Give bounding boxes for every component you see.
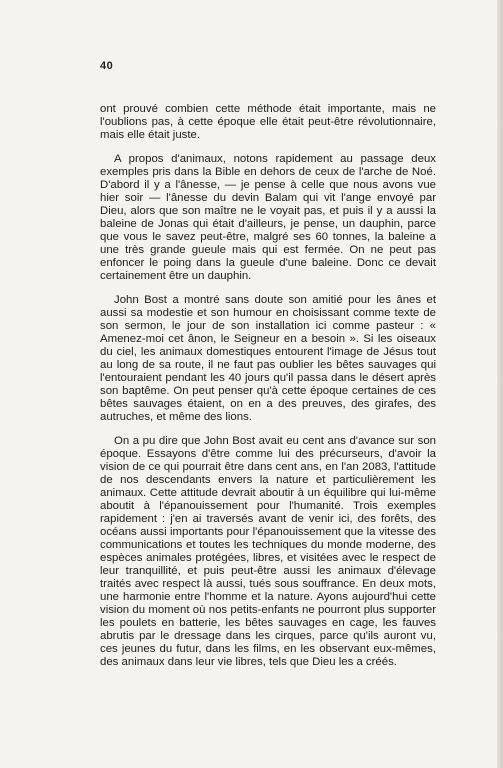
paragraph-1: ont prouvé combien cette méthode était importante, mais ne l'oublions pas, à cette époque elle était peut-être révolutionnaire, mais elle était juste. [100,103,436,142]
paragraph-4: On a pu dire que John Bost avait eu cent ans d'avance sur son époque. Essayons d'être comme lui des précurseurs, d'avoir la vision de ce qui pourrait être dans cent ans, en l'an 2083, l'attitude de nos descendants envers la nature et particulièrement les animaux. Cette attitude devrait aboutir à un équilibre qui lui-même aboutit à l'épanouissement pour l'humanité. Trois exemples rapidement : j'en ai traversés avant de venir ici, des forêts, des océans aussi importants pour l'épanouissement que la vitesse des communications et toutes les techniques du monde moderne, des espèces animales protégées, libres, et visitées avec le respect de leur tranquillité, et puis peut-être aussi les animaux d'élevage traités avec respect là aussi, tués sous souffrance. En deux mots, une harmonie entre l'homme et la nature. Ayons aujourd'hui cette vision du moment où nos petits-enfants ne pourront plus supporter les poulets en batterie, les bêtes sauvages en cage, les fauves abrutis par le dressage dans les cirques, parce qu'ils auront vu, ces jeunes du futur, dans les films, en les observant eux-mêmes, des animaux dans leur vie libres, tels que Dieu les a créés. [100,434,436,669]
paragraph-3: John Bost a montré sans doute son amitié pour les ânes et aussi sa modestie et son humour en choisissant comme texte de son sermon, le jour de son installation ici comme pasteur : « Amenez-moi cet ânon, le Seigneur en a besoin ». Si les oiseaux du ciel, les animaux domestiques entourent l'image de Jésus tout au long de sa route, il ne faut pas oublier les bêtes sauvages qui l'entouraient pendant les 40 jours qu'il passa dans le désert après son baptême. On peut penser qu'à cette époque certaines de ces bêtes sauvages étaient, on en a des preuves, des girafes, des autruches, et même des lions. [100,293,436,424]
page-number: 40 [100,60,114,72]
page-edge [497,0,503,768]
paragraph-2: A propos d'animaux, notons rapidement au passage deux exemples pris dans la Bible en dehors de ceux de l'arche de Noé. D'abord il y a l'ânesse, — je pense à celle que nous avons vue hier soir — l'ânesse du devin Balam qui vit l'ange envoyé par Dieu, alors que son maître ne le voyait pas, et puis il y a aussi la baleine de Jonas qui était d'ailleurs, je pense, un dauphin, parce que vous le savez peut-être, malgré ses 60 tonnes, la baleine a une très grande gueule mais qui est fermée. On ne peut pas enfoncer le poing dans la gueule d'une baleine. Donc ce devait certainement être un dauphin. [100,152,436,283]
body-text [100,103,436,680]
